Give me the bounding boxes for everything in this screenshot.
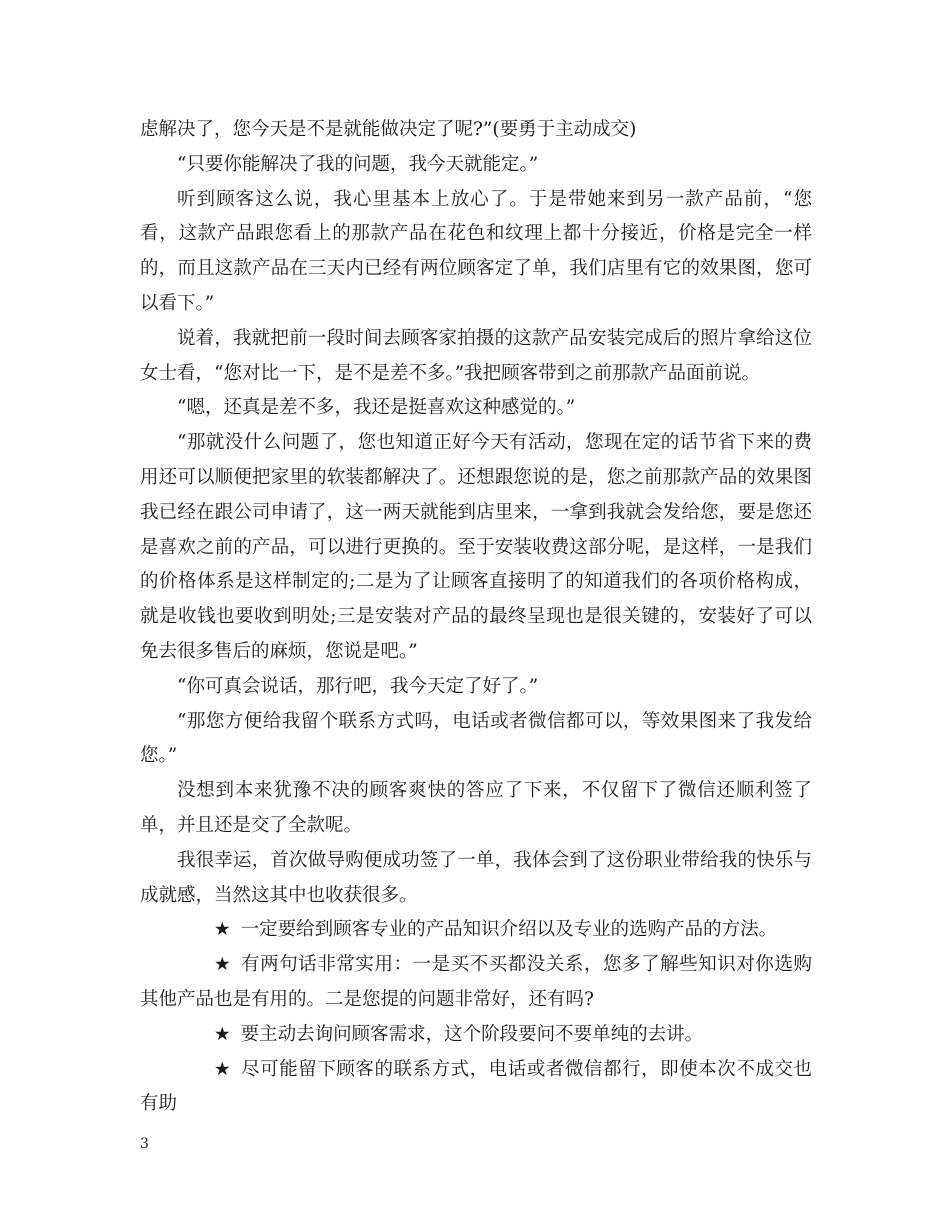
bullet-text: 有两句话非常实用：一是买不买都没关系，您多了解些知识对你选购其他产品也是有用的。二是您提的问题非常好，还有吗? (140, 954, 812, 1010)
paragraph: “那就没什么问题了，您也知道正好今天有活动，您现在定的话节省下来的费用还可以顺便把家里的软装都解决了。还想跟您说的是，您之前那款产品的效果图我已经在跟公司申请了，这一两天就能到店里来，一拿到我就会发给您，要是您还是喜欢之前的产品，可以进行更换的。至于安装收费这部分呢，是这样，一是我们的价格体系是这样制定的;二是为了让顾客直接明了的知道我们的各项价格构成，就是收钱也要收到明处;三是安装对产品的最终呈现也是很关键的，安装好了可以免去很多售后的麻烦，您说是吧。” (140, 432, 812, 662)
bullet-text: 尽可能留下顾客的联系方式，电话或者微信都行，即使本次不成交也有助 (140, 1058, 812, 1115)
paragraph: 虑解决了，您今天是不是就能做决定了呢?”(要勇于主动成交) (140, 119, 637, 140)
document-body (140, 113, 812, 1122)
paragraph: “只要你能解决了我的问题，我今天就能定。” (177, 153, 539, 175)
star-icon: ★ (214, 919, 231, 941)
bullet-paragraph (140, 948, 812, 1018)
bullet-text: 要主动去询问顾客需求，这个阶段要问不要单纯的去讲。 (240, 1023, 704, 1045)
paragraph: 听到顾客这么说，我心里基本上放心了。于是带她来到另一款产品前，“您看，这款产品跟您看上的那款产品在花色和纹理上都十分接近，价格是完全一样的，而且这款产品在三天内已经有两位顾客定了单，我们店里有它的效果图，您可以看下。” (140, 188, 812, 314)
paragraph: “那您方便给我留个联系方式吗，电话或者微信都可以，等效果图来了我发给您。” (140, 710, 812, 767)
paragraph: “嗯，还真是差不多，我还是挺喜欢这种感觉的。” (177, 397, 576, 419)
paragraph: 说着，我就把前一段时间去顾客家拍摄的这款产品安装完成后的照片拿给这位女士看，“您对比一下，是不是差不多。”我把顾客带到之前那款产品面前说。 (140, 327, 812, 384)
paragraph: “你可真会说话，那行吧，我今天定了好了。” (177, 675, 539, 697)
star-icon: ★ (214, 1058, 231, 1080)
bullet-text: 一定要给到顾客专业的产品知识介绍以及专业的选购产品的方法。 (240, 919, 778, 941)
bullet-paragraph (140, 913, 812, 948)
bullet-paragraph (140, 1053, 812, 1123)
star-icon: ★ (214, 1023, 231, 1045)
paragraph: 我很幸运，首次做导购便成功签了一单，我体会到了这份职业带给我的快乐与成就感，当然这其中也收获很多。 (140, 849, 812, 906)
bullet-paragraph (140, 1018, 812, 1053)
paragraph: 没想到本来犹豫不决的顾客爽快的答应了下来，不仅留下了微信还顺利签了单，并且还是交了全款呢。 (140, 780, 812, 836)
star-icon: ★ (214, 954, 231, 976)
page-number: 3 (140, 1136, 149, 1152)
